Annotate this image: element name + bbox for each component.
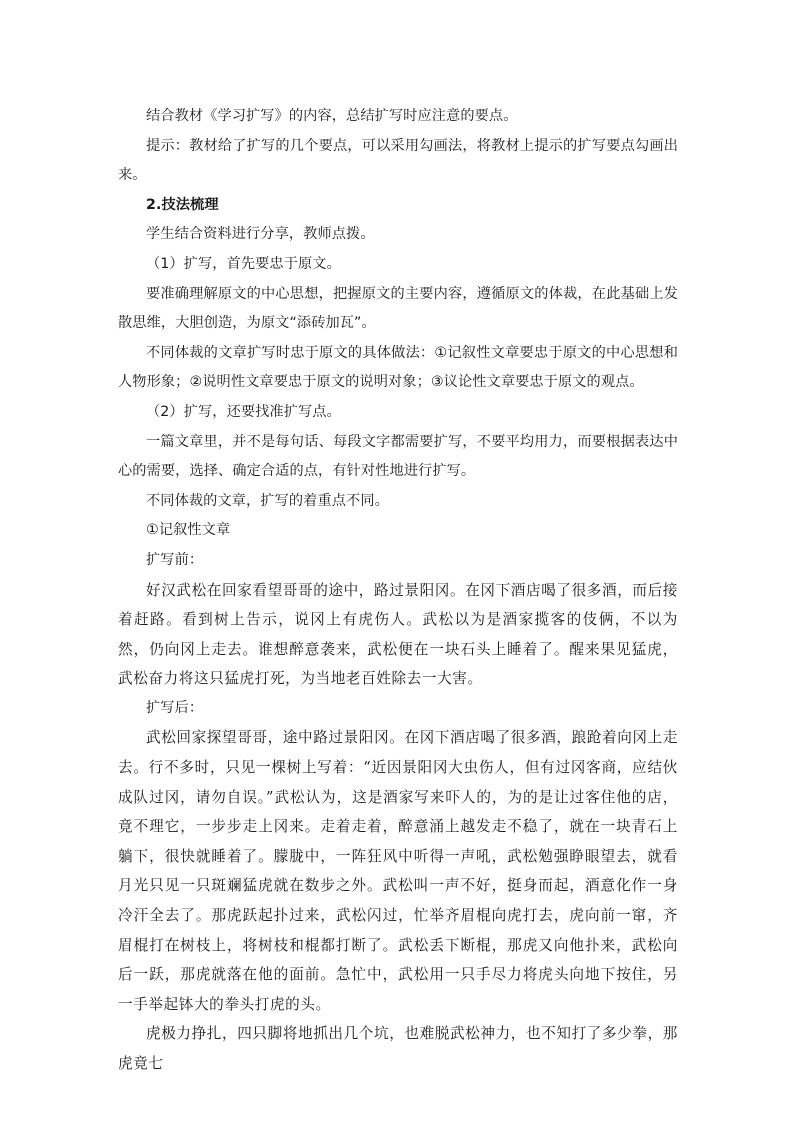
paragraph-before-text: 好汉武松在回家看望哥哥的途中，路过景阳冈。在冈下酒店喝了很多酒，而后接着赶路。看到树上告示，说冈上有虎伤人。武松以为是酒家揽客的伎俩，不以为然，仍向冈上走去。谁想醉意袭来，武松便在一块石头上睡着了。醒来果见猛虎，武松奋力将这只猛虎打死，为当地老百姓除去一大害。 xyxy=(118,581,678,688)
section-heading: 2.技法梳理 xyxy=(146,196,219,213)
paragraph-before-label: 扩写前： xyxy=(146,551,204,568)
paragraph-point-1-detail: 要准确理解原文的中心思想，把握原文的主要内容，遵循原文的体裁，在此基础上发散思维，大胆创造，为原文“添砖加瓦”。 xyxy=(118,285,678,332)
paragraph-share: 学生结合资料进行分享，教师点拨。 xyxy=(146,226,375,243)
paragraph-after-text-continued: 虎极力挣扎，四只脚将地抓出几个坑，也难脱武松神力，也不知打了多少拳，那虎竟七 xyxy=(118,1025,678,1072)
paragraph-intro: 结合教材《学习扩写》的内容，总结扩写时应注意的要点。 xyxy=(146,108,518,124)
document-body xyxy=(118,102,678,1079)
paragraph-point-2-genres: 不同体裁的文章，扩写的着重点不同。 xyxy=(146,492,389,509)
paragraph-narrative-label: ①记叙性文章 xyxy=(146,522,231,539)
paragraph-point-1: （1）扩写，首先要忠于原文。 xyxy=(146,255,341,272)
paragraph-point-2: （2）扩写，还要找准扩写点。 xyxy=(146,403,341,420)
paragraph-point-2-detail: 一篇文章里，并不是每句话、每段文字都需要扩写，不要平均用力，而要根据表达中心的需要，选择、确定合适的点，有针对性地进行扩写。 xyxy=(118,433,678,480)
paragraph-hint: 提示：教材给了扩写的几个要点，可以采用勾画法，将教材上提示的扩写要点勾画出来。 xyxy=(118,137,678,184)
paragraph-after-label: 扩写后： xyxy=(146,699,204,716)
paragraph-after-text: 武松回家探望哥哥，途中路过景阳冈。在冈下酒店喝了很多酒，踉跄着向冈上走去。行不多时，只见一棵树上写着：“近因景阳冈大虫伤人，但有过冈客商，应结伙成队过冈，请勿自误。”武松认为，这是酒家写来吓人的，为的是让过客住他的店，竟不理它，一步步走上冈来。走着走着，醉意涌上越发走不稳了，就在一块青石上躺下，很快就睡着了。朦胧中，一阵狂风中听得一声吼，武松勉强睁眼望去，就看月光只见一只斑斓猛虎就在数步之外。武松叫一声不好，挺身而起，酒意化作一身冷汗全去了。那虎跃起扑过来，武松闪过，忙举齐眉棍向虎打去，虎向前一窜，齐眉棍打在树枝上，将树枝和棍都打断了。武松丢下断棍，那虎又向他扑来，武松向后一跃，那虎就落在他的面前。急忙中，武松用一只手尽力将虎头向地下按住，另一手举起钵大的拳头打虎的头。 xyxy=(118,729,678,1013)
paragraph-point-1-genres: 不同体裁的文章扩写时忠于原文的具体做法：①记叙性文章要忠于原文的中心思想和人物形象；②说明性文章要忠于原文的说明对象；③议论性文章要忠于原文的观点。 xyxy=(118,344,678,391)
